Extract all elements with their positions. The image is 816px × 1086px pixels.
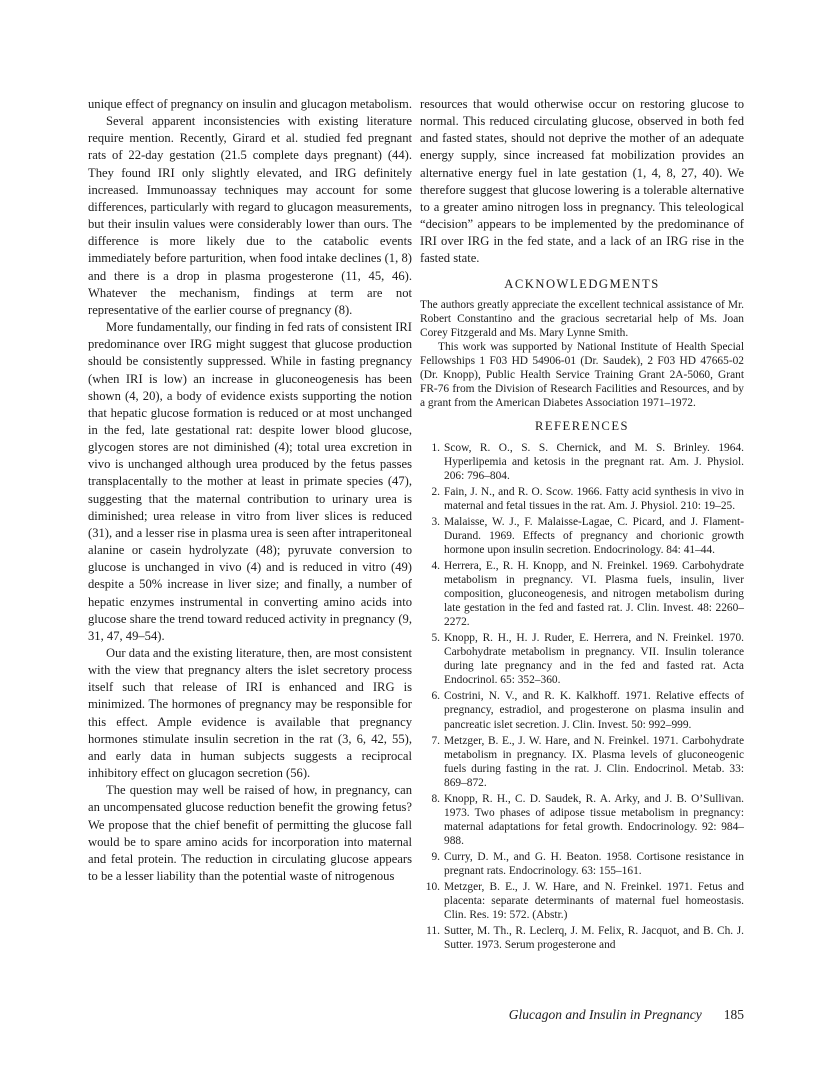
- body-paragraph: The question may well be raised of how, in pregnancy, can an uncompensated glucose reduction benefit the growing fetus? We propose that the chief benefit of permitting the glucose fall would be to spare amino acids for incorporation into maternal and fetal protein. The reduction in circulating glucose appears to be a lesser liability than the potential waste of nitrogenous: [88, 783, 412, 884]
- body-paragraph: More fundamentally, our finding in fed rats of consistent IRI predominance over IRG might suggest that glucose production should be consistently suppressed. While in fasting pregnancy (when IRI is low) an increase in gluconeogenesis has been shown (4, 20), a body of evidence exists supporting the notion that hepatic glucose formation is reduced or at most unchanged in the fed, late gestational rat: despite lower blood glucose, glycogen stores are not diminished (4); total urea excretion in vivo is unchanged although urea produced by the fetus passes transplacentally to the mother at least in primate species (47), suggesting that the maternal contribution to urinary urea is diminished; urea release in vitro from liver slices is reduced (31), and a lesser rise in plasma urea is seen after intraperitoneal alanine or casein hydrolyzate (48); pyruvate conversion to glucose is unchanged in vivo (4) and is reduced in vitro (49) despite a 50% increase in liver size; and finally, a number of hepatic enzymes instrumental in converting amino acids into glucose share the trend toward reduced activity in pregnancy (9, 31, 47, 49–54).: [88, 320, 412, 643]
- reference-item: [420, 792, 744, 848]
- reference-number: 6.: [431, 690, 440, 703]
- reference-number: 7.: [431, 734, 440, 747]
- reference-item: [420, 734, 744, 790]
- reference-list: [420, 441, 744, 953]
- reference-number: 4.: [431, 560, 440, 572]
- reference-item: [420, 441, 744, 483]
- reference-number: 2.: [431, 485, 440, 498]
- running-title: Glucagon and Insulin in Pregnancy: [508, 1007, 702, 1022]
- left-column: [88, 96, 412, 885]
- reference-text: Malaisse, W. J., F. Malaisse-Lagae, C. Picard, and J. Flament-Durand. 1969. Effects of pregnancy and chorionic growth hormone upon insulin secretion. Endocrinology. 84: 41–44.: [444, 515, 744, 556]
- reference-item: [420, 559, 744, 629]
- reference-number: 5.: [431, 632, 440, 645]
- reference-text: Metzger, B. E., J. W. Hare, and N. Freinkel. 1971. Carbohydrate metabolism in pregnancy. IX. Plasma levels of gluconeogenic fuels during fasting in the rat. J. Clin. Endocrinol. Metab. 33: 869–872.: [444, 734, 744, 789]
- reference-text: Knopp, R. H., H. J. Ruder, E. Herrera, and N. Freinkel. 1970. Carbohydrate metabolism in pregnancy. VII. Insulin tolerance during late pregnancy and in the fed and fasted rat. Acta Endocrinol. 65: 352–360.: [444, 632, 744, 687]
- reference-text: Curry, D. M., and G. H. Beaton. 1958. Cortisone resistance in pregnant rats. Endocrinology. 63: 155–161.: [444, 850, 744, 877]
- reference-item: [420, 515, 744, 557]
- reference-number: 8.: [431, 792, 440, 805]
- reference-item: [420, 485, 744, 513]
- reference-text: Fain, J. N., and R. O. Scow. 1966. Fatty acid synthesis in vivo in maternal and fetal tissues in the rat. Am. J. Physiol. 210: 19–25.: [444, 485, 744, 512]
- right-column: [420, 96, 744, 954]
- reference-item: [420, 631, 744, 687]
- acknowledgments-paragraph: The authors greatly appreciate the excellent technical assistance of Mr. Robert Constantino and the gracious secretarial help of Ms. Joan Corey Fitzgerald and Ms. Mary Lynne Smith.: [420, 298, 744, 339]
- reference-text: Costrini, N. V., and R. K. Kalkhoff. 1971. Relative effects of pregnancy, estradiol, and progesterone on plasma insulin and pancreatic islet secretion. J. Clin. Invest. 50: 992–999.: [444, 690, 744, 731]
- page-footer: [420, 1007, 744, 1023]
- reference-item: [420, 880, 744, 922]
- body-paragraph: unique effect of pregnancy on insulin and glucagon metabolism.: [88, 97, 412, 111]
- reference-text: Knopp, R. H., C. D. Saudek, R. A. Arky, and J. B. O’Sullivan. 1973. Two phases of adipose tissue metabolism in pregnancy: maternal adaptations for fetal growth. Endocrinology. 92: 984–988.: [444, 792, 744, 847]
- reference-item: [420, 689, 744, 731]
- reference-number: 9.: [431, 850, 440, 863]
- reference-number: 11.: [426, 925, 440, 938]
- reference-number: 1.: [431, 441, 440, 454]
- body-paragraph: resources that would otherwise occur on restoring glucose to normal. This reduced circulating glucose, observed in both fed and fasted states, should not deprive the mother of an adequate energy supply, since increased fat mobilization provides an alternative energy fuel in late gestation (1, 4, 8, 27, 40). We therefore suggest that glucose lowering is a tolerable alternative to a greater amino nitrogen loss in pregnancy. This teleological “decision” appears to be implemented by the predominance of IRI over IRG in the fed state, and a lack of an IRG rise in the fasted state.: [420, 97, 744, 266]
- reference-text: Metzger, B. E., J. W. Hare, and N. Freinkel. 1971. Fetus and placenta: separate determinants of maternal fuel homeostasis. Clin. Res. 19: 572. (Abstr.): [444, 881, 744, 922]
- body-paragraph: Our data and the existing literature, then, are most consistent with the view that pregnancy alters the islet secretory process itself such that release of IRI is enhanced and IRG is minimized. The hormones of pregnancy may be responsible for this effect. Ample evidence is available that pregnancy hormones stimulate insulin secretion in the rat (3, 6, 42, 55), and early data in human subjects suggests a reciprocal inhibitory effect on glucagon secretion (56).: [88, 646, 413, 781]
- reference-text: Scow, R. O., S. S. Chernick, and M. S. Brinley. 1964. Hyperlipemia and ketosis in the pregnant rat. Am. J. Physiol. 206: 796–804.: [444, 441, 744, 482]
- body-paragraph: Several apparent inconsistencies with existing literature require mention. Recently, Girard et al. studied fed pregnant rats of 22-day gestation (21.5 complete days pregnant) (44). They found IRI only slightly elevated, and IRG definitely increased. Immunoassay techniques may account for some differences, particularly with regard to glucagon measurements, but their insulin values were considerably lower than ours. The difference is more likely due to the catabolic events immediately before parturition, when food intake declines (1, 8) and there is a drop in plasma progesterone (11, 45, 46). Whatever the mechanism, findings at term are not representative of the earlier course of pregnancy (8).: [88, 114, 412, 317]
- references-heading: REFERENCES: [534, 419, 630, 434]
- reference-number: 10.: [425, 881, 440, 894]
- reference-number: 3.: [431, 515, 440, 528]
- reference-text: Herrera, E., R. H. Knopp, and N. Freinkel. 1969. Carbohydrate metabolism in pregnancy. VI. Plasma fuels, insulin, liver composition, gluconeogenesis, and nitrogen metabolism during late gestation in the fed and fasted rat. J. Clin. Invest. 48: 2260–2272.: [444, 560, 744, 629]
- acknowledgments-paragraph: This work was supported by National Institute of Health Special Fellowships 1 F03 HD 54906-01 (Dr. Saudek), 2 F03 HD 47665-02 (Dr. Knopp), Public Health Service Training Grant 2A-5060, Grant FR-76 from the Division of Research Facilities and Resources, and by a grant from the American Diabetes Association 1971–1972.: [420, 341, 744, 410]
- acknowledgments-heading: ACKNOWLEDGMENTS: [504, 276, 660, 291]
- reference-item: [420, 850, 744, 878]
- reference-item: [420, 924, 744, 952]
- reference-text: Sutter, M. Th., R. Leclerq, J. M. Felix, R. Jacquot, and B. Ch. J. Sutter. 1973. Serum progesterone and: [444, 925, 744, 952]
- page-number: 185: [723, 1007, 744, 1022]
